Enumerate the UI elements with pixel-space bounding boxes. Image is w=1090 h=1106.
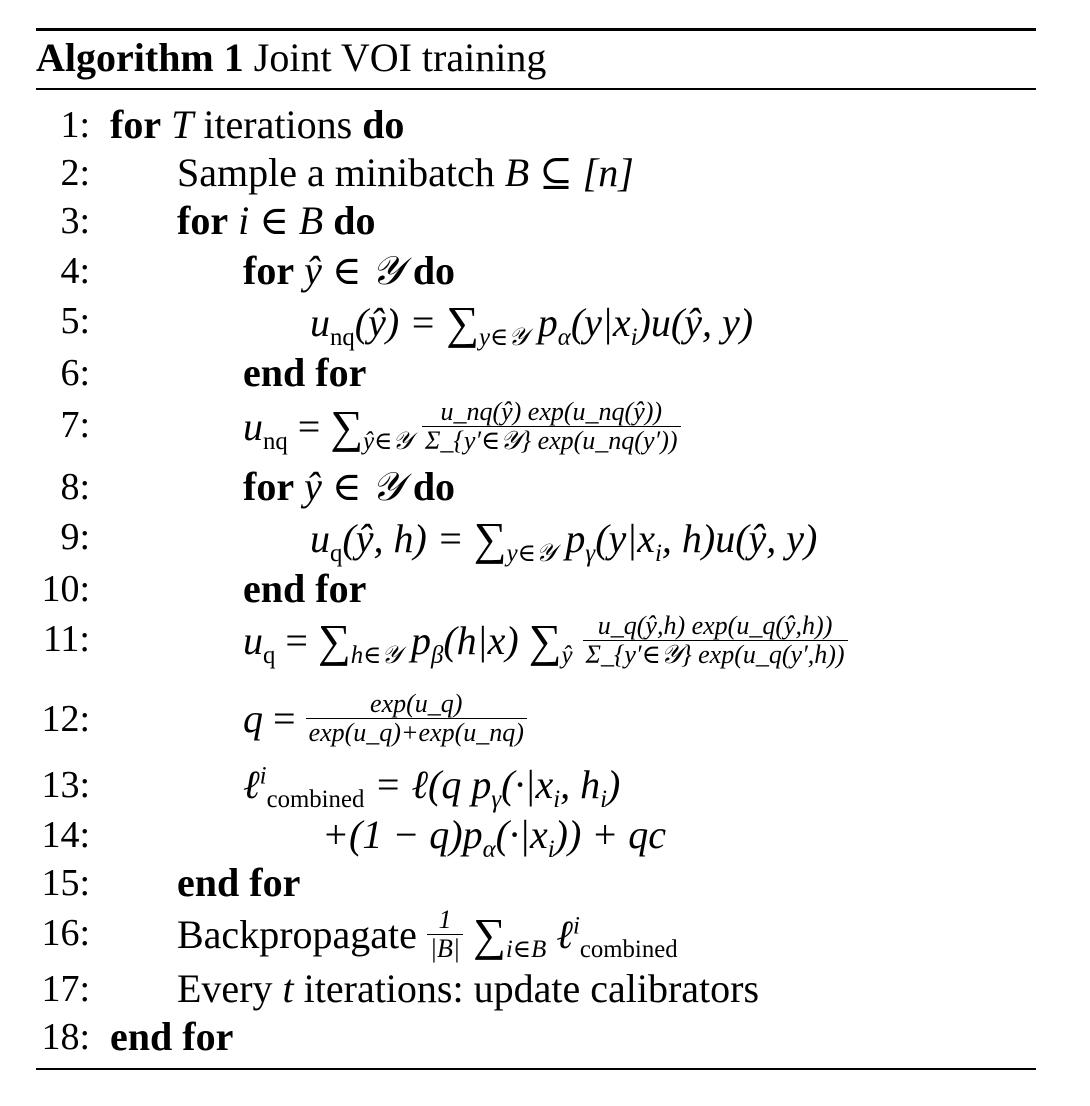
fraction: $\frac{\exp(u\_q)}{\exp(u\_q)+\exp(u\_nq)}$ xyxy=(306,690,527,747)
algorithm-name: Joint VOI training xyxy=(253,35,547,80)
top-rule xyxy=(36,28,1036,31)
line-number: 17: xyxy=(41,968,90,1010)
line-number: 6: xyxy=(60,352,90,394)
algorithm-label: Algorithm 1 xyxy=(36,35,244,80)
line-number: 18: xyxy=(41,1016,90,1058)
line-number: 16: xyxy=(41,912,90,954)
line-number: 14: xyxy=(41,814,90,856)
line-number: 2: xyxy=(60,152,90,194)
line-number: 15: xyxy=(41,862,90,904)
fraction: $\frac{1}{|B|}$ xyxy=(427,906,463,963)
line-number: 13: xyxy=(41,764,90,806)
line-number: 5: xyxy=(60,300,90,342)
fraction: $\frac{u\_q(ŷ,h) \exp(u\_q(ŷ,h))}{\text{Σ\_\{y′∈𝒴\} exp(u\_q(y′,h))}}$ xyxy=(583,612,848,669)
line-number: 12: xyxy=(41,698,90,740)
line-number: 11: xyxy=(42,618,90,660)
line-number: 4: xyxy=(60,250,90,292)
line-number: 8: xyxy=(60,466,90,508)
line-number: 1: xyxy=(60,104,90,146)
header-rule xyxy=(36,88,1036,90)
algorithm-title xyxy=(36,32,546,84)
line-number: 3: xyxy=(60,200,90,242)
line-number: 10: xyxy=(41,568,90,610)
line-number: 7: xyxy=(60,404,90,446)
fraction: $\frac{u\_nq(ŷ) \exp(u\_nq(ŷ))}{\text{Σ\_\{y′∈𝒴\} exp(u\_nq(y′))}}$ xyxy=(422,398,681,455)
bottom-rule xyxy=(36,1068,1036,1070)
line-number: 9: xyxy=(60,516,90,558)
